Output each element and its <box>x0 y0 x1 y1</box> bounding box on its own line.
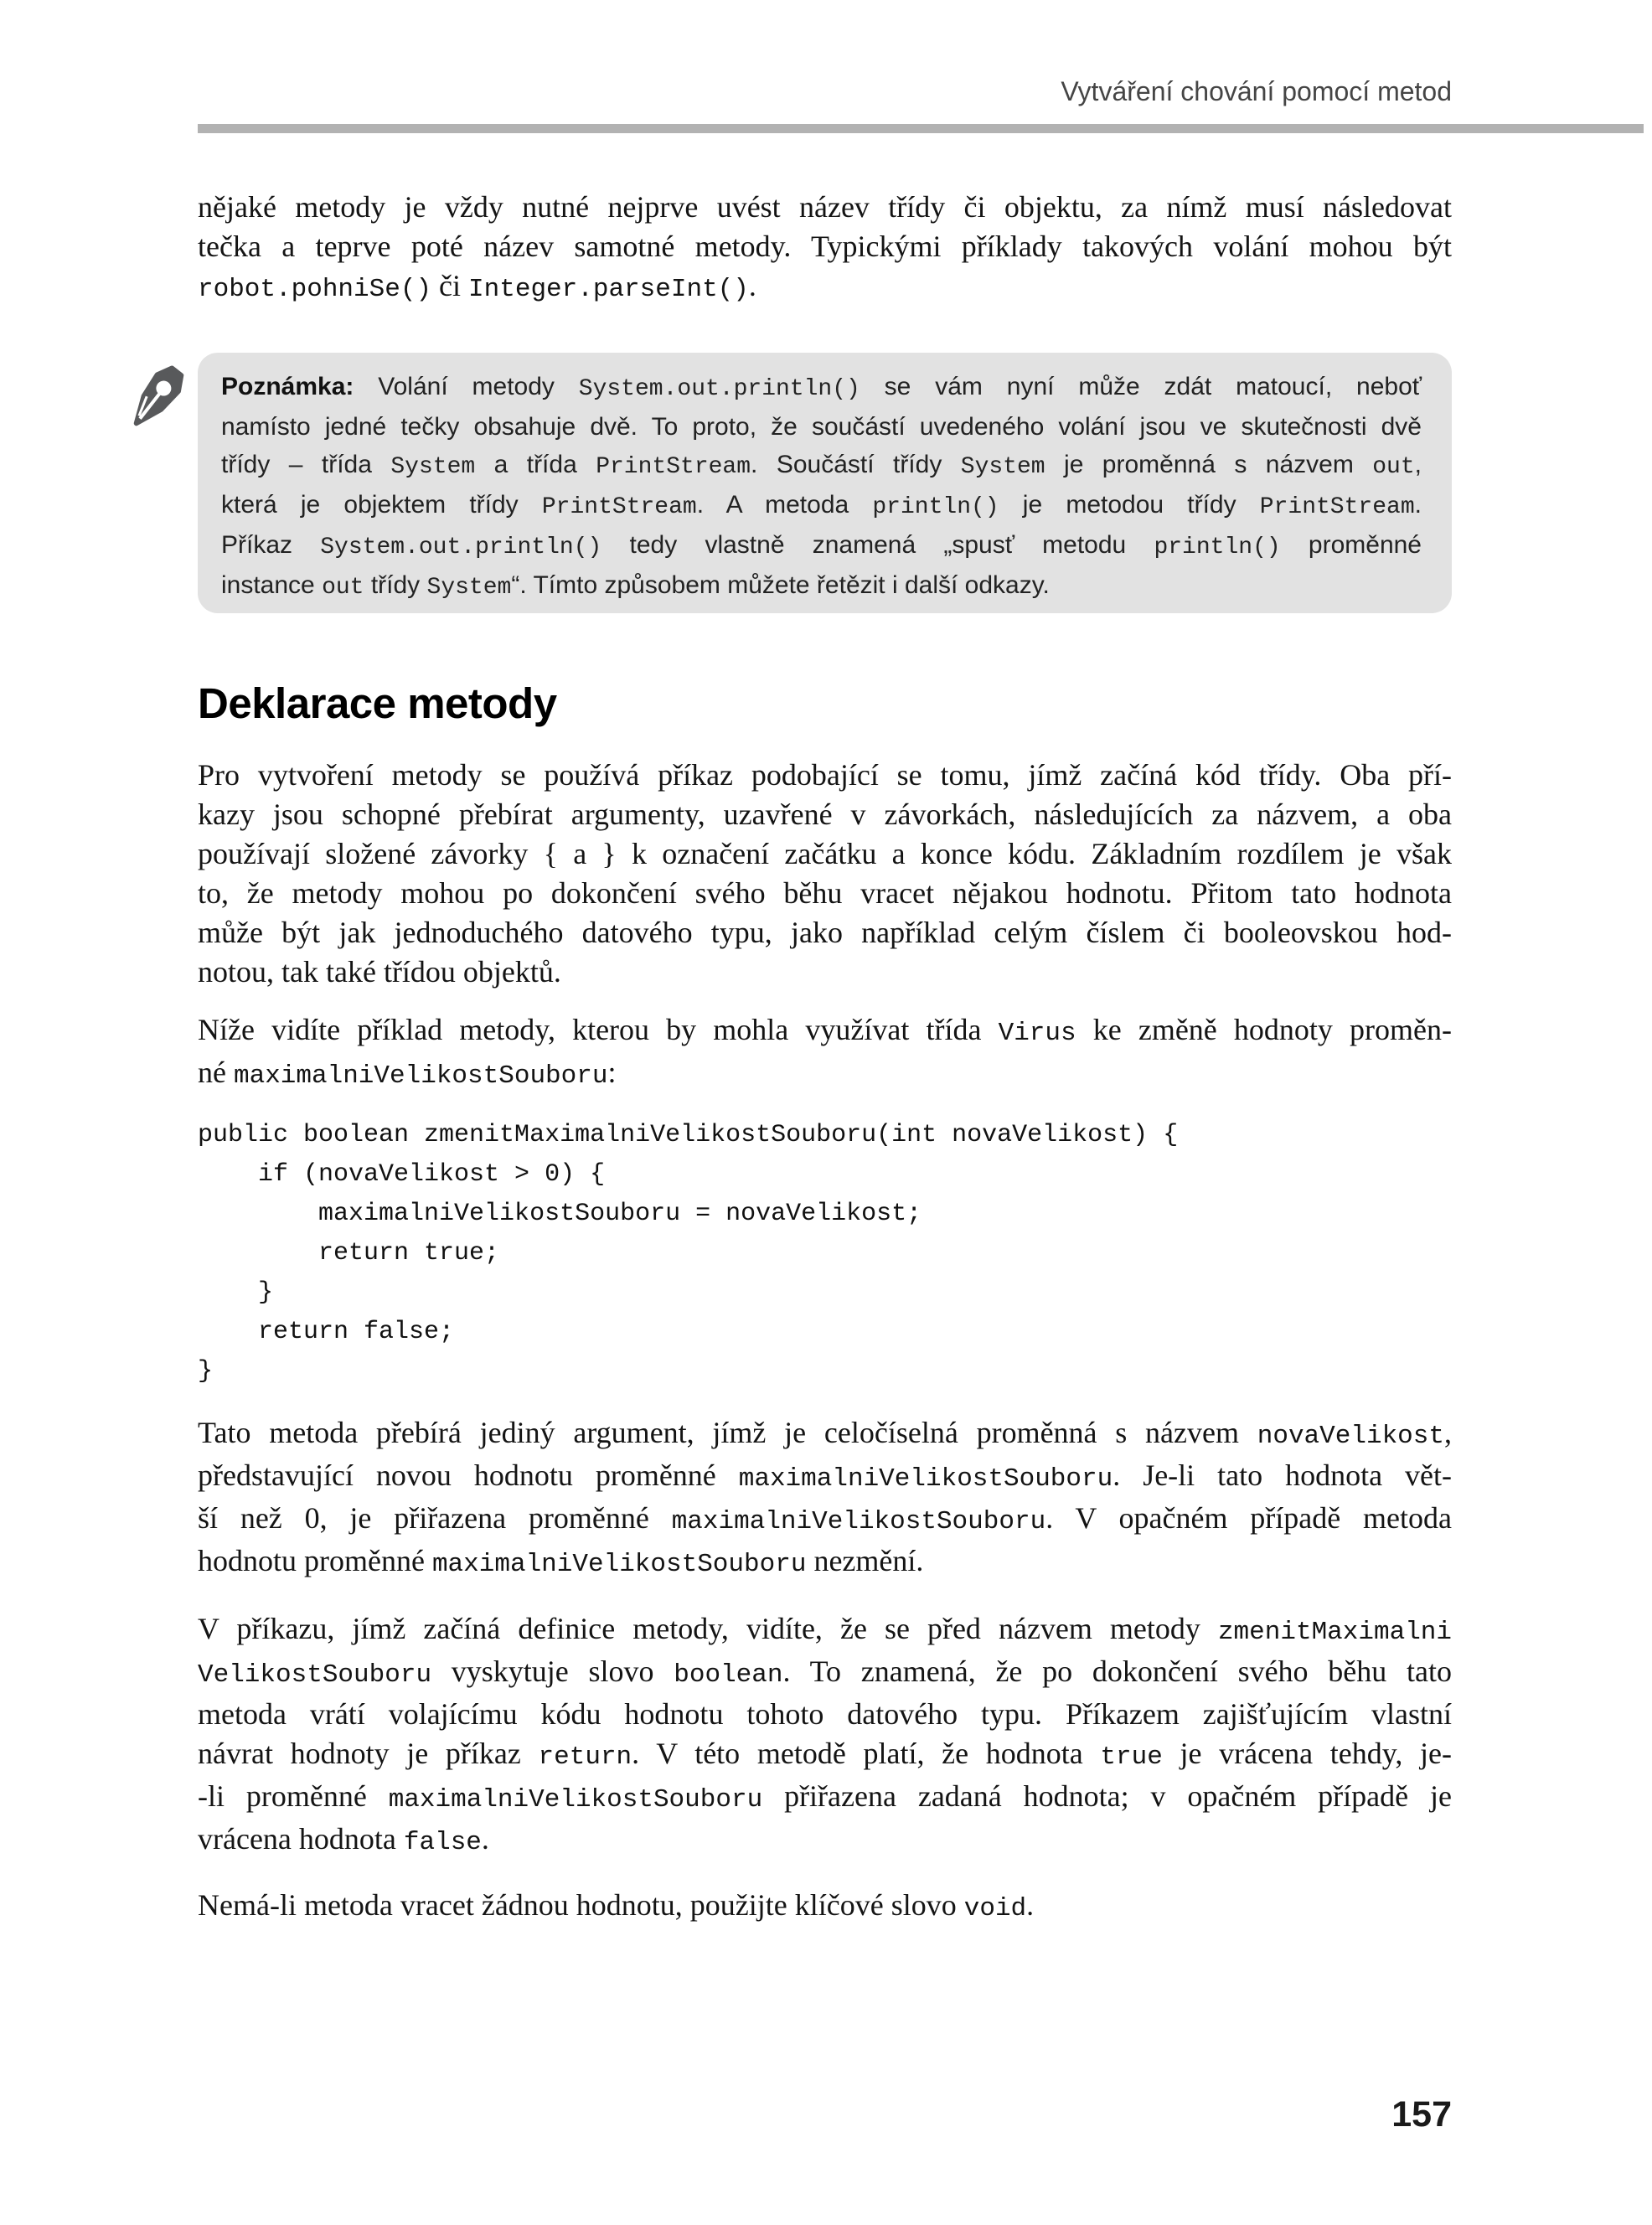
code-line: if (novaVelikost > 0) { <box>198 1160 606 1189</box>
text-run: je metodou třídy <box>999 491 1260 519</box>
inline-code: maximalniVelikostSouboru <box>431 1550 807 1579</box>
text-run: . Je-li tato hodnota vět- <box>1113 1458 1452 1492</box>
text-run: . V této metodě platí, že hodnota <box>632 1737 1101 1770</box>
text-run: Nemá-li metoda vracet žádnou hodnotu, použijte klíčové slovo <box>198 1888 964 1922</box>
inline-code: System.out.println() <box>320 534 602 560</box>
text-line <box>221 446 1422 486</box>
inline-code: maximalniVelikostSouboru <box>388 1785 763 1815</box>
text-run: . <box>748 269 756 302</box>
text-run: namísto jedné tečky obsahuje dvě. To proto, že součástí uvedeného volání jsou ve skutečnosti dvě <box>221 413 1422 441</box>
inline-code: maximalniVelikostSouboru <box>671 1507 1046 1536</box>
text-run: instance <box>221 571 323 599</box>
inline-code: zmenitMaximalni <box>1217 1618 1452 1647</box>
body-paragraph <box>198 1609 1452 1862</box>
inline-code: System <box>426 575 512 601</box>
code-line: return false; <box>198 1318 455 1346</box>
text-run: která je objektem třídy <box>221 491 542 519</box>
text-line <box>198 1777 1452 1820</box>
text-run: Volání metody <box>354 373 579 400</box>
text-run: může být jak jednoduchého datového typu, jako například celým číslem či booleovskou hod- <box>198 916 1452 949</box>
text-run: návrat hodnoty je příkaz <box>198 1737 539 1770</box>
text-run: či <box>431 269 469 302</box>
text-run: tečka a teprve poté název samotné metody. Typickými příklady takových volání mohou být <box>198 230 1452 263</box>
inline-code: println() <box>1154 534 1281 560</box>
body-paragraph <box>198 756 1452 992</box>
code-line: } <box>198 1278 274 1307</box>
inline-code: maximalniVelikostSouboru <box>738 1464 1113 1494</box>
text-line <box>198 1010 1452 1053</box>
text-run: ší než 0, je přiřazena proměnné <box>198 1501 672 1535</box>
text-run: proměnné <box>1280 531 1422 559</box>
inline-code: out <box>322 575 364 601</box>
text-run: to, že metody mohou po dokončení svého běhu vracet nějakou hodnotu. Přitom tato hodnota <box>198 876 1452 910</box>
text-line <box>221 486 1422 526</box>
inline-code: novaVelikost <box>1257 1422 1444 1451</box>
text-run: Příkaz <box>221 531 321 559</box>
text-run: a třída <box>475 451 596 478</box>
text-run: : <box>607 1056 617 1089</box>
inline-code: PrintStream <box>541 494 697 520</box>
inline-code: void <box>963 1894 1027 1923</box>
code-line: return true; <box>198 1239 500 1267</box>
text-line <box>198 1413 1452 1456</box>
code-block <box>198 1116 1452 1391</box>
text-run: , <box>1444 1416 1452 1449</box>
bold-text: Poznámka: <box>221 373 354 400</box>
text-line <box>198 1053 1452 1096</box>
code-line: public boolean zmenitMaximalniVelikostSouboru(int novaVelikost) { <box>198 1121 1179 1149</box>
note-box <box>198 353 1452 613</box>
text-line <box>198 227 1452 266</box>
text-line <box>198 913 1452 952</box>
text-line <box>198 1886 1452 1928</box>
pen-nib-icon <box>116 354 199 438</box>
text-line <box>198 1652 1452 1695</box>
text-run: . <box>1026 1888 1035 1922</box>
page-number: 157 <box>1391 2094 1452 2135</box>
text-run: “. Tímto způsobem můžete řetězit i další odkazy. <box>511 571 1050 599</box>
text-run: nezmění. <box>806 1544 924 1577</box>
text-line <box>221 408 1422 446</box>
text-run: se vám nyní může zdát matoucí, neboť <box>860 373 1422 400</box>
text-line <box>221 526 1422 566</box>
text-run: metoda vrátí volajícímu kódu hodnotu tohoto datového typu. Příkazem zajišťujícím vlastní <box>198 1697 1452 1731</box>
text-line <box>198 1820 1452 1862</box>
header-rule <box>198 124 1644 133</box>
text-run: tedy vlastně znamená „spusť metodu <box>601 531 1154 559</box>
inline-code: maximalniVelikostSouboru <box>233 1061 608 1091</box>
text-run: Tato metoda přebírá jediný argument, jímž je celočíselná proměnná s názvem <box>198 1416 1257 1449</box>
inline-code: System <box>390 454 476 480</box>
text-run: je vrácena tehdy, je- <box>1162 1737 1452 1770</box>
inline-code: PrintStream <box>596 454 751 480</box>
text-line <box>198 266 1452 309</box>
text-line <box>198 874 1452 913</box>
text-run: . V opačném případě metoda <box>1045 1501 1452 1535</box>
text-line <box>198 188 1452 227</box>
inline-code: PrintStream <box>1259 494 1415 520</box>
inline-code: Virus <box>998 1019 1076 1048</box>
text-run: . To znamená, že po dokončení svého běhu tato <box>782 1655 1452 1688</box>
code-line: } <box>198 1357 214 1386</box>
body-paragraph <box>198 1010 1452 1096</box>
section-heading: Deklarace metody <box>198 679 557 727</box>
text-line <box>198 834 1452 874</box>
text-line <box>221 566 1422 607</box>
body-paragraph <box>198 1886 1452 1928</box>
code-line: maximalniVelikostSouboru = novaVelikost; <box>198 1200 922 1228</box>
text-line <box>198 756 1452 795</box>
text-run: -li proměnné <box>198 1779 389 1813</box>
inline-code: Integer.parseInt() <box>468 275 749 304</box>
inline-code: boolean <box>674 1660 783 1690</box>
text-run: ke změně hodnoty proměn- <box>1076 1013 1452 1046</box>
text-run: hodnotu proměnné <box>198 1544 432 1577</box>
text-run: . <box>481 1822 489 1856</box>
text-run: třídy <box>364 571 427 599</box>
text-run: nějaké metody je vždy nutné nejprve uvést název třídy či objektu, za nímž musí následovat <box>198 190 1452 224</box>
inline-code: out <box>1372 454 1415 480</box>
body-paragraph <box>198 1413 1452 1584</box>
text-run: . Součástí třídy <box>751 451 961 478</box>
text-run: Níže vidíte příklad metody, kterou by mohla využívat třída <box>198 1013 999 1046</box>
text-run: používají složené závorky { a } k označení začátku a konce kódu. Základním rozdílem je však <box>198 837 1452 870</box>
inline-code: return <box>538 1742 632 1772</box>
running-header: Vytváření chování pomocí metod <box>1061 76 1452 106</box>
text-run: je proměnná s názvem <box>1045 451 1373 478</box>
text-line <box>198 1609 1452 1652</box>
text-run: představující novou hodnotu proměnné <box>198 1458 739 1492</box>
inline-code: VelikostSouboru <box>198 1660 432 1690</box>
text-line <box>198 1695 1452 1734</box>
text-line <box>198 1541 1452 1584</box>
text-line <box>221 368 1422 408</box>
text-run: V příkazu, jímž začíná definice metody, vidíte, že se před názvem metody <box>198 1612 1218 1645</box>
text-line <box>198 1499 1452 1541</box>
text-line <box>198 952 1452 992</box>
text-line <box>198 1456 1452 1499</box>
inline-code: true <box>1100 1742 1163 1772</box>
text-line <box>198 795 1452 834</box>
text-run: třídy – třída <box>221 451 391 478</box>
inline-code: println() <box>872 494 999 520</box>
text-run: , <box>1414 451 1422 478</box>
text-line <box>198 1734 1452 1777</box>
text-run: né <box>198 1056 234 1089</box>
intro-paragraph <box>198 188 1452 309</box>
text-run: vyskytuje slovo <box>431 1655 674 1688</box>
text-run: Pro vytvoření metody se používá příkaz podobající se tomu, jímž začíná kód třídy. Oba pří- <box>198 758 1452 792</box>
page-content <box>198 188 1452 1928</box>
text-run: vrácena hodnota <box>198 1822 404 1856</box>
inline-code: robot.pohniSe() <box>198 275 432 304</box>
text-run: kazy jsou schopné přebírat argumenty, uzavřené v závorkách, následujících za názvem, a oba <box>198 798 1452 831</box>
inline-code: System.out.println() <box>578 376 860 402</box>
text-run: notou, tak také třídou objektů. <box>198 955 561 989</box>
text-run: přiřazena zadaná hodnota; v opačném případě je <box>762 1779 1452 1813</box>
inline-code: System <box>960 454 1045 480</box>
inline-code: false <box>403 1828 482 1857</box>
text-run: . <box>1414 491 1422 519</box>
text-run: . A metoda <box>696 491 873 519</box>
